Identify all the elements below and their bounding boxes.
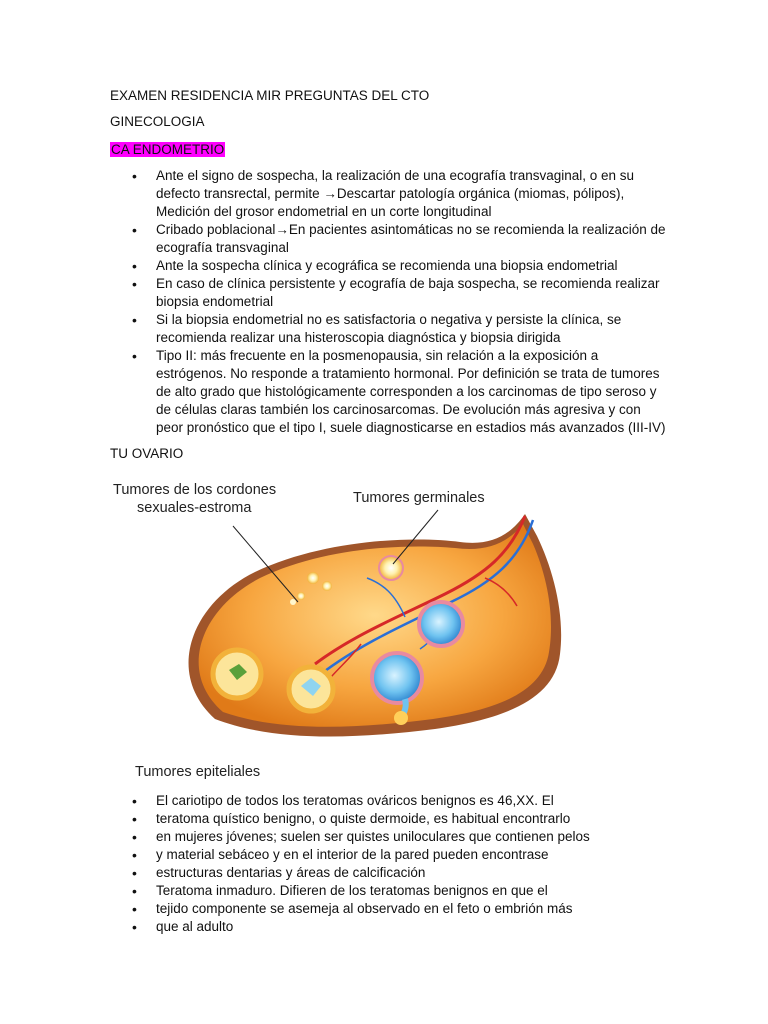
cyst-blue-upper (419, 602, 463, 646)
list-item: • Ante el signo de sospecha, la realización de una ecografía transvaginal, o en su defecto transrectal, permite →Descartar patología orgánica (miomas, pólipos), Medición del grosor endometrial en un corte longitudinal (110, 167, 670, 221)
label-epiteliales: Tumores epiteliales (135, 764, 261, 780)
section-heading-ovario: TU OVARIO (110, 446, 184, 461)
list-item: • Teratoma inmaduro. Difieren de los teratomas benignos en que el (110, 882, 670, 900)
list-item: • Cribado poblacional→En pacientes asintomáticas no se recomienda la realización de ecografía transvaginal (110, 221, 670, 257)
endometrio-bullet-list (110, 167, 670, 437)
list-item: • Tipo II: más frecuente en la posmenopausia, sin relación a la exposición a estrógenos. No responde a tratamiento hormonal. Por definición se trata de tumores de alto grado que histológicamente corresponden a los carcinomas de tipo seroso y de células claras también los carcinosarcomas. De evolución más agresiva y con peor pronóstico que el tipo I, suele diagnosticarse en estadios más avanzados (III-IV) (110, 347, 670, 437)
list-item: • teratoma quístico benigno, o quiste dermoide, es habitual encontrarlo (110, 810, 670, 828)
list-item: • estructuras dentarias y áreas de calcificación (110, 864, 670, 882)
list-item: • En caso de clínica persistente y ecografía de baja sospecha, se recomienda realizar biopsia endometrial (110, 275, 670, 311)
label-cordones-1: Tumores de los cordones (113, 482, 277, 498)
document-title: EXAMEN RESIDENCIA MIR PREGUNTAS DEL CTO (110, 88, 430, 103)
ovary-cut-surface (199, 524, 551, 727)
follicle-small (379, 556, 403, 580)
section-heading-endometrio (110, 141, 225, 159)
list-item: • que al adulto (110, 918, 670, 936)
list-item: • El cariotipo de todos los teratomas ováricos benignos es 46,XX. El (110, 792, 670, 810)
list-item: • Si la biopsia endometrial no es satisfactoria o negativa y persiste la clínica, se recomienda realizar una histeroscopia diagnóstica y biopsia dirigida (110, 311, 670, 347)
list-item: • Ante la sospecha clínica y ecográfica se recomienda una biopsia endometrial (110, 257, 670, 275)
label-cordones-2: sexuales-estroma (137, 500, 252, 516)
list-item: • en mujeres jóvenes; suelen ser quistes uniloculares que contienen pelos (110, 828, 670, 846)
ovary-illustration (105, 474, 665, 786)
list-item: • tejido componente se asemeja al observado en el feto o embrión más (110, 900, 670, 918)
cyst-blue-lower (372, 653, 422, 703)
list-item: • y material sebáceo y en el interior de la pared pueden encontrase (110, 846, 670, 864)
label-germinales: Tumores germinales (353, 490, 485, 506)
subject-heading: GINECOLOGIA (110, 114, 205, 129)
highlighted-section-label: CA ENDOMETRIO (111, 142, 225, 157)
ovario-bullet-list (110, 792, 670, 936)
